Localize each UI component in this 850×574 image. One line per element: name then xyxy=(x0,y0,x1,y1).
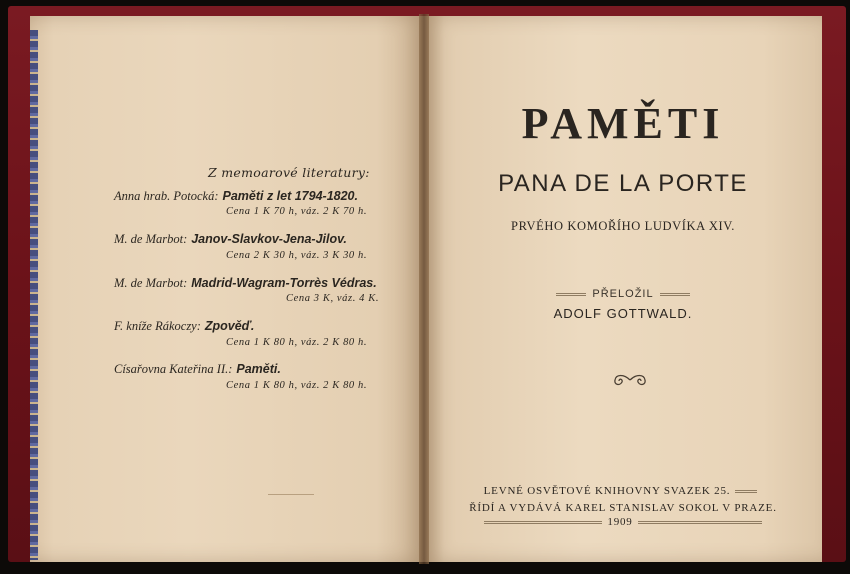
divider xyxy=(484,521,602,524)
right-page xyxy=(424,16,822,562)
list-item xyxy=(114,275,380,304)
divider xyxy=(638,521,762,524)
book-gutter xyxy=(419,14,429,564)
book-title: PAMĚTI xyxy=(521,99,725,148)
entry-author: Anna hrab. Potocká: xyxy=(114,189,219,203)
publication-year: 1909 xyxy=(607,516,633,528)
year-line xyxy=(424,516,822,528)
divider xyxy=(556,293,586,296)
entry-author: F. kníže Rákoczy: xyxy=(114,319,201,333)
ornament-icon xyxy=(610,370,650,390)
entry-price: Cena 1 K 80 h, váz. 2 K 80 h. xyxy=(226,337,368,348)
list-item xyxy=(114,318,368,348)
list-item xyxy=(114,361,368,391)
divider xyxy=(735,490,757,493)
entry-title: Paměti z let 1794-1820. xyxy=(222,189,358,203)
entry-price: Cena 1 K 70 h, váz. 2 K 70 h. xyxy=(226,206,368,217)
entry-author: M. de Marbot: xyxy=(114,232,188,246)
spine-ribbon xyxy=(30,30,38,560)
entry-author: M. de Marbot: xyxy=(114,276,188,290)
divider xyxy=(268,494,314,495)
entry-title: Madrid-Wagram-Torrès Védras. xyxy=(191,276,377,290)
series-text: LEVNÉ OSVĚTOVÉ KNIHOVNY SVAZEK 25. xyxy=(483,485,731,497)
translator-label-row xyxy=(424,288,822,300)
entry-price: Cena 1 K 80 h, váz. 2 K 80 h. xyxy=(226,380,368,391)
divider xyxy=(660,293,690,296)
book-subtitle-secondary: PRVÉHO KOMOŘÍHO LUDVÍKA XIV. xyxy=(511,219,735,233)
entry-title: Paměti. xyxy=(236,362,281,376)
entry-author: Císařovna Kateřina II.: xyxy=(114,362,233,376)
entry-price: Cena 3 K, váz. 4 K. xyxy=(286,293,380,304)
left-page-heading: Z memoarové literatury: xyxy=(208,165,370,180)
translator-label: PŘELOŽIL xyxy=(592,288,654,300)
entry-title: Janov-Slavkov-Jena-Jilov. xyxy=(191,232,347,246)
series-line xyxy=(424,485,822,497)
translator-name: ADOLF GOTTWALD. xyxy=(553,306,693,321)
publisher-line: ŘÍDÍ A VYDÁVÁ KAREL STANISLAV SOKOL V PRAZE. xyxy=(469,502,777,514)
left-page xyxy=(30,16,424,562)
entry-title: Zpověď. xyxy=(204,319,255,333)
list-item xyxy=(114,188,368,217)
entry-price: Cena 2 K 30 h, váz. 3 K 30 h. xyxy=(226,250,368,261)
list-item xyxy=(114,231,368,261)
book-subtitle: PANA DE LA PORTE xyxy=(498,170,748,197)
